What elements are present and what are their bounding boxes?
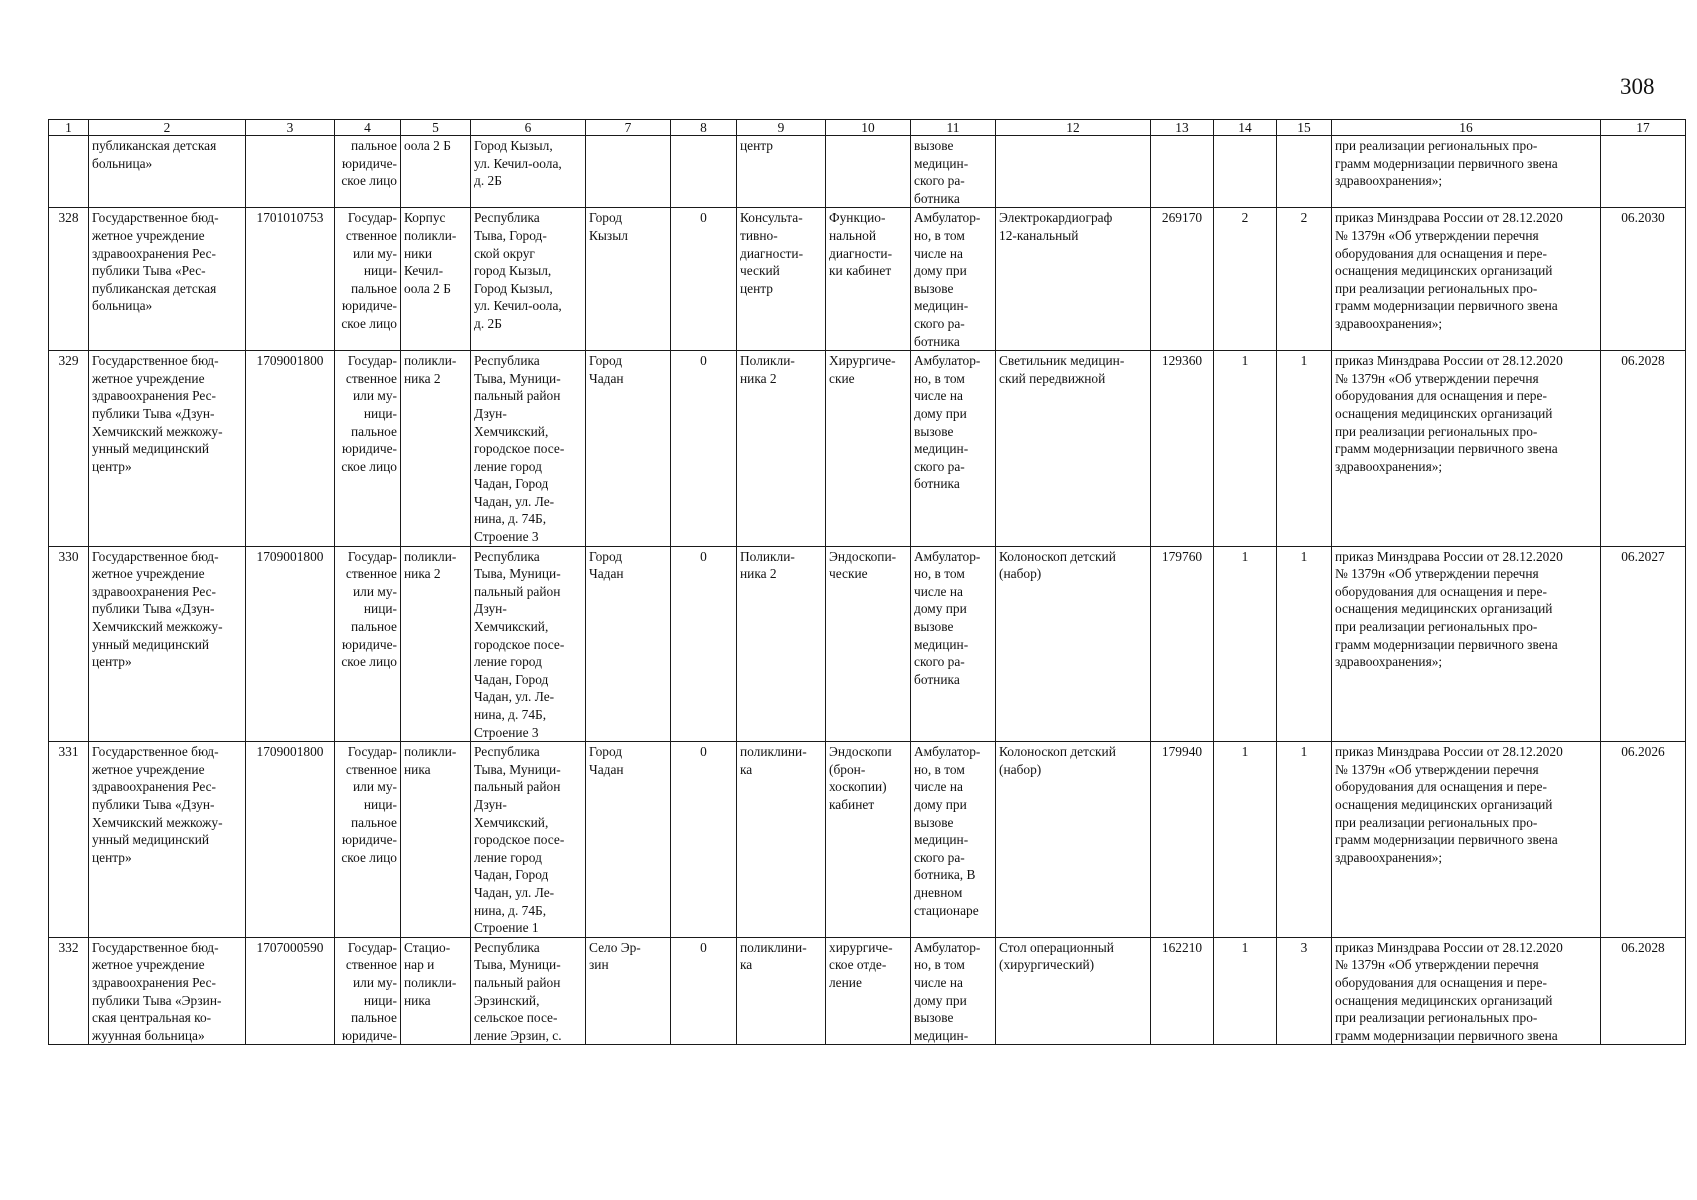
header-cell: 16 bbox=[1332, 120, 1601, 136]
col-8-value-cell: 0 bbox=[671, 208, 737, 351]
header-cell: 14 bbox=[1214, 120, 1277, 136]
price-cell bbox=[1151, 136, 1214, 208]
header-cell: 1 bbox=[49, 120, 89, 136]
cabinet-cell: Эндоскопи (брон- хоскопии) кабинет bbox=[826, 742, 911, 938]
settlement-cell: Город Чадан bbox=[586, 742, 671, 938]
quantity-needed-cell: 1 bbox=[1214, 937, 1277, 1045]
col-8-value-cell: 0 bbox=[671, 742, 737, 938]
inn-cell: 1709001800 bbox=[246, 351, 335, 547]
table-row bbox=[49, 136, 1686, 208]
row-number-cell bbox=[49, 136, 89, 208]
address-cell: Республика Тыва, Муници- пальный район Дзун- Хемчикский, городское посе- ление город Чадан, Город Чадан, ул. Ле- нина, д. 74Б, Строение 3 bbox=[471, 351, 586, 547]
deadline-cell bbox=[1601, 136, 1686, 208]
table-row bbox=[49, 546, 1686, 742]
header-cell: 5 bbox=[401, 120, 471, 136]
organization-name-cell: Государственное бюд- жетное учреждение здравоохранения Рес- публики Тыва «Эрзин- ская центральная ко- жуунная больница» bbox=[89, 937, 246, 1045]
inn-cell: 1709001800 bbox=[246, 546, 335, 742]
quantity-planned-cell: 1 bbox=[1277, 742, 1332, 938]
organization-name-cell: Государственное бюд- жетное учреждение здравоохранения Рес- публики Тыва «Дзун- Хемчикский межкожу- унный медицинский центр» bbox=[89, 742, 246, 938]
price-cell: 179760 bbox=[1151, 546, 1214, 742]
inn-cell: 1701010753 bbox=[246, 208, 335, 351]
department-cell: поликлини- ка bbox=[737, 742, 826, 938]
equipment-name-cell: Колоноскоп детский (набор) bbox=[996, 742, 1151, 938]
header-cell: 11 bbox=[911, 120, 996, 136]
legal-form-cell: пальное юридиче- ское лицо bbox=[335, 136, 401, 208]
building-cell: оола 2 Б bbox=[401, 136, 471, 208]
header-row bbox=[49, 120, 1686, 136]
settlement-cell: Город Чадан bbox=[586, 546, 671, 742]
row-number-cell: 329 bbox=[49, 351, 89, 547]
regulation-cell: приказ Минздрава России от 28.12.2020 № 1379н «Об утверждении перечня оборудования для оснащения и пере- оснащения медицинских организаций при реализации региональных про- грамм модернизации первичного звена здравоохранения»; bbox=[1332, 351, 1601, 547]
address-cell: Республика Тыва, Город- ской округ город Кызыл, Город Кызыл, ул. Кечил-оола, д. 2Б bbox=[471, 208, 586, 351]
deadline-cell: 06.2026 bbox=[1601, 742, 1686, 938]
deadline-cell: 06.2030 bbox=[1601, 208, 1686, 351]
col-8-value-cell: 0 bbox=[671, 937, 737, 1045]
department-cell: Поликли- ника 2 bbox=[737, 546, 826, 742]
quantity-needed-cell: 2 bbox=[1214, 208, 1277, 351]
row-number-cell: 331 bbox=[49, 742, 89, 938]
cabinet-cell bbox=[826, 136, 911, 208]
regulation-cell: при реализации региональных про- грамм модернизации первичного звена здравоохранения»; bbox=[1332, 136, 1601, 208]
inn-cell: 1707000590 bbox=[246, 937, 335, 1045]
deadline-cell: 06.2028 bbox=[1601, 937, 1686, 1045]
care-conditions-cell: вызове медицин- ского ра- ботника bbox=[911, 136, 996, 208]
care-conditions-cell: Амбулатор- но, в том числе на дому при вызове медицин- ского ра- ботника bbox=[911, 208, 996, 351]
page-number: 308 bbox=[1620, 74, 1655, 99]
table-row bbox=[49, 742, 1686, 938]
building-cell: Корпус поликли- ники Кечил- оола 2 Б bbox=[401, 208, 471, 351]
quantity-planned-cell: 3 bbox=[1277, 937, 1332, 1045]
organization-name-cell: Государственное бюд- жетное учреждение здравоохранения Рес- публики Тыва «Рес- публиканская детская больница» bbox=[89, 208, 246, 351]
department-cell: Консульта- тивно- диагности- ческий центр bbox=[737, 208, 826, 351]
equipment-name-cell bbox=[996, 136, 1151, 208]
regulation-cell: приказ Минздрава России от 28.12.2020 № 1379н «Об утверждении перечня оборудования для оснащения и пере- оснащения медицинских организаций при реализации региональных про- грамм модернизации первичного звена здравоохранения»; bbox=[1332, 742, 1601, 938]
price-cell: 162210 bbox=[1151, 937, 1214, 1045]
cabinet-cell: хирургиче- ское отде- ление bbox=[826, 937, 911, 1045]
header-cell: 8 bbox=[671, 120, 737, 136]
care-conditions-cell: Амбулатор- но, в том числе на дому при вызове медицин- ского ра- ботника, В дневном стационаре bbox=[911, 742, 996, 938]
header-cell: 2 bbox=[89, 120, 246, 136]
header-cell: 10 bbox=[826, 120, 911, 136]
care-conditions-cell: Амбулатор- но, в том числе на дому при вызове медицин- ского ра- ботника bbox=[911, 351, 996, 547]
header-cell: 4 bbox=[335, 120, 401, 136]
equipment-table bbox=[48, 119, 1686, 1045]
quantity-needed-cell: 1 bbox=[1214, 742, 1277, 938]
regulation-cell: приказ Минздрава России от 28.12.2020 № 1379н «Об утверждении перечня оборудования для оснащения и пере- оснащения медицинских организаций при реализации региональных про- грамм модернизации первичного звена здравоохранения»; bbox=[1332, 208, 1601, 351]
settlement-cell: Город Чадан bbox=[586, 351, 671, 547]
row-number-cell: 328 bbox=[49, 208, 89, 351]
inn-cell bbox=[246, 136, 335, 208]
building-cell: поликли- ника bbox=[401, 742, 471, 938]
header-cell: 3 bbox=[246, 120, 335, 136]
header-cell: 13 bbox=[1151, 120, 1214, 136]
col-8-value-cell: 0 bbox=[671, 351, 737, 547]
organization-name-cell: Государственное бюд- жетное учреждение здравоохранения Рес- публики Тыва «Дзун- Хемчикский межкожу- унный медицинский центр» bbox=[89, 546, 246, 742]
row-number-cell: 332 bbox=[49, 937, 89, 1045]
quantity-planned-cell: 1 bbox=[1277, 351, 1332, 547]
cabinet-cell: Функцио- нальной диагности- ки кабинет bbox=[826, 208, 911, 351]
organization-name-cell: Государственное бюд- жетное учреждение здравоохранения Рес- публики Тыва «Дзун- Хемчикский межкожу- унный медицинский центр» bbox=[89, 351, 246, 547]
col-8-value-cell bbox=[671, 136, 737, 208]
building-cell: поликли- ника 2 bbox=[401, 546, 471, 742]
legal-form-cell: Государ- ственное или му- ници- пальное юридиче- ское лицо bbox=[335, 208, 401, 351]
regulation-cell: приказ Минздрава России от 28.12.2020 № 1379н «Об утверждении перечня оборудования для оснащения и пере- оснащения медицинских организаций при реализации региональных про- грамм модернизации первичного звена bbox=[1332, 937, 1601, 1045]
quantity-needed-cell: 1 bbox=[1214, 351, 1277, 547]
cabinet-cell: Хирургиче- ские bbox=[826, 351, 911, 547]
header-cell: 17 bbox=[1601, 120, 1686, 136]
cabinet-cell: Эндоскопи- ческие bbox=[826, 546, 911, 742]
address-cell: Республика Тыва, Муници- пальный район Эрзинский, сельское посе- ление Эрзин, с. bbox=[471, 937, 586, 1045]
department-cell: Поликли- ника 2 bbox=[737, 351, 826, 547]
quantity-planned-cell: 2 bbox=[1277, 208, 1332, 351]
address-cell: Республика Тыва, Муници- пальный район Дзун- Хемчикский, городское посе- ление город Чадан, Город Чадан, ул. Ле- нина, д. 74Б, Строение 1 bbox=[471, 742, 586, 938]
building-cell: Стацио- нар и поликли- ника bbox=[401, 937, 471, 1045]
address-cell: Город Кызыл, ул. Кечил-оола, д. 2Б bbox=[471, 136, 586, 208]
building-cell: поликли- ника 2 bbox=[401, 351, 471, 547]
col-8-value-cell: 0 bbox=[671, 546, 737, 742]
deadline-cell: 06.2027 bbox=[1601, 546, 1686, 742]
quantity-needed-cell bbox=[1214, 136, 1277, 208]
row-number-cell: 330 bbox=[49, 546, 89, 742]
department-cell: поликлини- ка bbox=[737, 937, 826, 1045]
header-cell: 12 bbox=[996, 120, 1151, 136]
header-cell: 7 bbox=[586, 120, 671, 136]
price-cell: 269170 bbox=[1151, 208, 1214, 351]
price-cell: 129360 bbox=[1151, 351, 1214, 547]
legal-form-cell: Государ- ственное или му- ници- пальное юридиче- ское лицо bbox=[335, 546, 401, 742]
table-row bbox=[49, 937, 1686, 1045]
quantity-needed-cell: 1 bbox=[1214, 546, 1277, 742]
legal-form-cell: Государ- ственное или му- ници- пальное юридиче- bbox=[335, 937, 401, 1045]
price-cell: 179940 bbox=[1151, 742, 1214, 938]
equipment-name-cell: Светильник медицин- ский передвижной bbox=[996, 351, 1151, 547]
inn-cell: 1709001800 bbox=[246, 742, 335, 938]
care-conditions-cell: Амбулатор- но, в том числе на дому при вызове медицин- ского ра- ботника bbox=[911, 546, 996, 742]
legal-form-cell: Государ- ственное или му- ници- пальное юридиче- ское лицо bbox=[335, 742, 401, 938]
regulation-cell: приказ Минздрава России от 28.12.2020 № 1379н «Об утверждении перечня оборудования для оснащения и пере- оснащения медицинских организаций при реализации региональных про- грамм модернизации первичного звена здравоохранения»; bbox=[1332, 546, 1601, 742]
department-cell: центр bbox=[737, 136, 826, 208]
equipment-name-cell: Колоноскоп детский (набор) bbox=[996, 546, 1151, 742]
quantity-planned-cell: 1 bbox=[1277, 546, 1332, 742]
header-cell: 6 bbox=[471, 120, 586, 136]
equipment-name-cell: Электрокардиограф 12-канальный bbox=[996, 208, 1151, 351]
settlement-cell: Село Эр- зин bbox=[586, 937, 671, 1045]
address-cell: Республика Тыва, Муници- пальный район Дзун- Хемчикский, городское посе- ление город Чадан, Город Чадан, ул. Ле- нина, д. 74Б, Строение 3 bbox=[471, 546, 586, 742]
deadline-cell: 06.2028 bbox=[1601, 351, 1686, 547]
table-row bbox=[49, 351, 1686, 547]
equipment-name-cell: Стол операционный (хирургический) bbox=[996, 937, 1151, 1045]
settlement-cell: Город Кызыл bbox=[586, 208, 671, 351]
care-conditions-cell: Амбулатор- но, в том числе на дому при вызове медицин- bbox=[911, 937, 996, 1045]
legal-form-cell: Государ- ственное или му- ници- пальное юридиче- ское лицо bbox=[335, 351, 401, 547]
quantity-planned-cell bbox=[1277, 136, 1332, 208]
header-cell: 9 bbox=[737, 120, 826, 136]
table-row bbox=[49, 208, 1686, 351]
header-cell: 15 bbox=[1277, 120, 1332, 136]
settlement-cell bbox=[586, 136, 671, 208]
organization-name-cell: публиканская детская больница» bbox=[89, 136, 246, 208]
